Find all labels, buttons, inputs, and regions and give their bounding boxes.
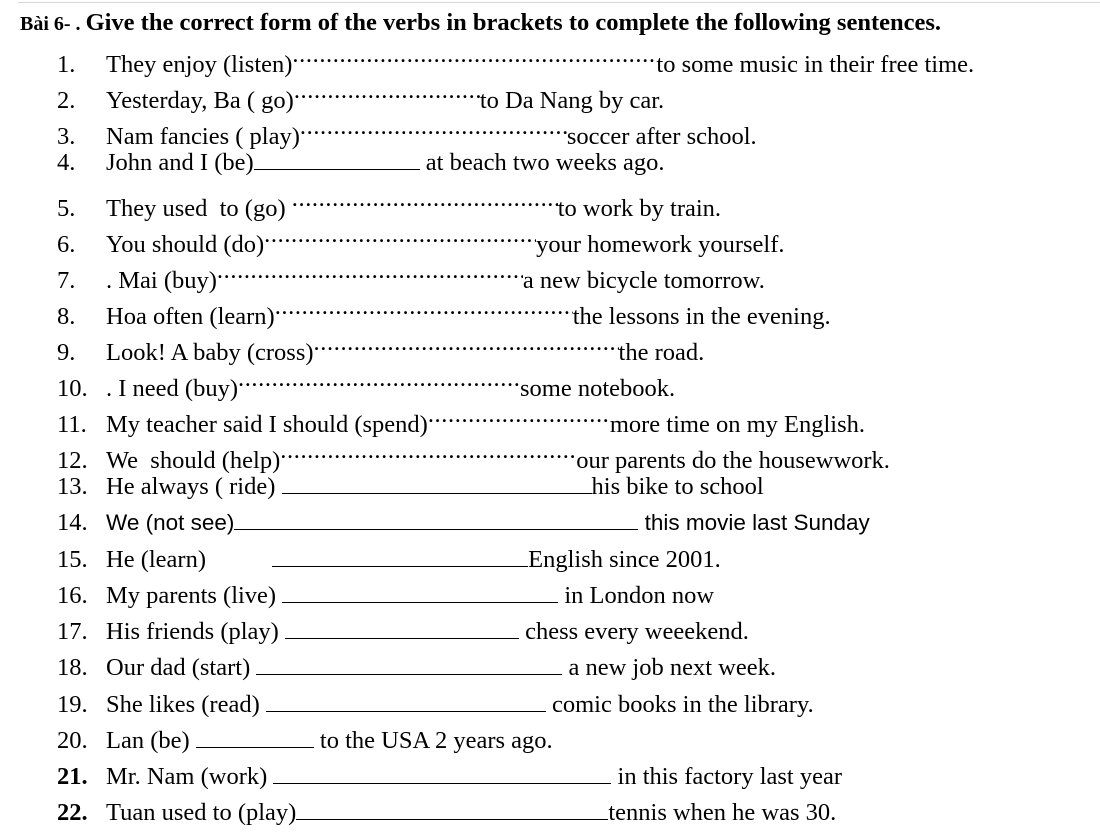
sentence-item [57, 74, 665, 114]
answer-blank[interactable] [428, 398, 610, 432]
sentence-item [57, 796, 836, 830]
item-prompt: They used to (go) [106, 195, 292, 222]
item-continuation: your homework yourself. [536, 231, 785, 258]
item-continuation: comic books in the library. [545, 691, 814, 718]
item-prompt: He (learn) [106, 546, 213, 573]
sentence-item [57, 434, 890, 474]
item-prompt: Mr. Nam (work) [106, 763, 274, 790]
answer-blank[interactable] [273, 761, 611, 784]
answer-blank[interactable] [238, 362, 520, 396]
answer-blank[interactable] [285, 616, 519, 639]
item-continuation: chess every weeekend. [518, 618, 749, 645]
item-number: 5. [57, 195, 76, 222]
sentence-item [57, 506, 870, 540]
item-continuation: his bike to school [591, 473, 764, 500]
item-number: 20. [57, 727, 88, 754]
answer-blank[interactable] [280, 434, 576, 468]
answer-blank[interactable] [282, 471, 592, 494]
sentence-item [57, 651, 776, 685]
item-number: 21. [57, 763, 88, 790]
item-prompt: She likes (read) [106, 691, 266, 718]
item-number: 7. [57, 267, 76, 294]
item-continuation: a new job next week. [562, 654, 776, 681]
item-continuation: to the USA 2 years ago. [313, 727, 553, 754]
item-prompt: John and I (be) [106, 149, 254, 176]
item-continuation: this movie last Sunday [638, 510, 870, 535]
item-prompt: Look! A baby (cross) [106, 339, 314, 366]
item-continuation: the lessons in the evening. [572, 303, 831, 330]
answer-blank[interactable] [266, 689, 546, 712]
item-number: 16. [57, 582, 88, 609]
answer-blank[interactable] [234, 507, 638, 530]
sentence-item [57, 579, 714, 613]
exercise-number: Bài 6- . [20, 13, 86, 35]
item-number: 19. [57, 691, 88, 718]
answer-blank[interactable] [300, 110, 567, 144]
item-prompt: My parents (live) [106, 582, 283, 609]
answer-blank[interactable] [272, 544, 528, 567]
item-prompt: His friends (play) [106, 618, 285, 645]
item-prompt: Lan (be) [106, 727, 196, 754]
answer-blank[interactable] [217, 254, 523, 288]
item-number: 22. [57, 799, 88, 826]
item-continuation: a new bicycle tomorrow. [522, 267, 765, 294]
item-continuation: at beach two weeks ago. [419, 149, 665, 176]
sentence-item [57, 326, 705, 366]
sentence-item [57, 724, 553, 758]
answer-blank[interactable] [256, 652, 562, 675]
item-continuation: the road. [618, 339, 705, 366]
answer-blank[interactable] [314, 326, 619, 360]
sentence-item [57, 688, 814, 722]
item-continuation: soccer after school. [566, 123, 757, 150]
item-number: 12. [57, 447, 88, 474]
answer-blank[interactable] [282, 580, 558, 603]
item-number: 14. [57, 509, 88, 536]
sentence-item [57, 182, 722, 222]
sentence-item [57, 146, 665, 180]
item-number: 8. [57, 303, 76, 330]
sentence-item [57, 760, 842, 794]
item-continuation: to Da Nang by car. [479, 87, 665, 114]
item-number: 4. [57, 149, 76, 176]
item-number: 13. [57, 473, 88, 500]
item-prompt: Hoa often (learn) [106, 303, 275, 330]
item-number: 2. [57, 87, 76, 114]
sentence-item [57, 398, 866, 438]
item-number: 10. [57, 375, 88, 402]
sentence-item [57, 110, 757, 150]
item-number: 18. [57, 654, 88, 681]
item-continuation: English since 2001. [528, 546, 721, 573]
item-continuation: some notebook. [519, 375, 676, 402]
item-continuation: tennis when he was 30. [608, 799, 837, 826]
sentence-item [57, 543, 721, 577]
item-number: 11. [57, 411, 87, 438]
sentence-item [57, 470, 764, 504]
item-number: 6. [57, 231, 76, 258]
sentence-item [57, 362, 676, 402]
answer-blank[interactable] [254, 147, 420, 170]
item-prompt: Nam fancies ( play) [106, 123, 300, 150]
item-prompt: Yesterday, Ba ( go) [106, 87, 294, 114]
exercise-instruction: Give the correct form of the verbs in brackets to complete the following sentences. [85, 9, 942, 36]
item-number: 1. [57, 51, 76, 78]
exercise-heading [20, 6, 941, 41]
item-continuation: in London now [558, 582, 715, 609]
answer-blank[interactable] [275, 290, 573, 324]
item-continuation: to work by train. [557, 195, 722, 222]
item-number: 9. [57, 339, 76, 366]
answer-blank[interactable] [264, 218, 536, 252]
answer-blank[interactable] [296, 797, 608, 820]
sentence-item [57, 254, 765, 294]
item-prompt: My teacher said I should (spend) [106, 411, 428, 438]
answer-blank[interactable] [196, 725, 314, 748]
sentence-item [57, 218, 785, 258]
item-prompt: We should (help) [106, 447, 281, 474]
item-continuation: in this factory last year [611, 763, 843, 790]
answer-blank[interactable] [294, 74, 480, 108]
item-number: 15. [57, 546, 88, 573]
item-prompt: . I need (buy) [106, 375, 238, 402]
item-prompt: He always ( ride) [106, 473, 282, 500]
item-prompt: We (not see) [106, 510, 235, 535]
item-number: 17. [57, 618, 88, 645]
sentence-item [57, 615, 749, 649]
answer-blank[interactable] [292, 38, 656, 72]
item-prompt: Our dad (start) [106, 654, 257, 681]
item-number: 3. [57, 123, 76, 150]
sentence-item [57, 290, 831, 330]
item-prompt: You should (do) [106, 231, 265, 258]
sentence-item [57, 38, 975, 78]
item-prompt: Tuan used to (play) [106, 799, 297, 826]
answer-blank[interactable] [292, 182, 558, 216]
item-continuation: to some music in their free time. [656, 51, 975, 78]
item-continuation: our parents do the housewwork. [576, 447, 890, 474]
item-prompt: They enjoy (listen) [106, 51, 293, 78]
item-prompt: . Mai (buy) [106, 267, 217, 294]
top-rule [18, 2, 1100, 3]
item-continuation: more time on my English. [609, 411, 866, 438]
